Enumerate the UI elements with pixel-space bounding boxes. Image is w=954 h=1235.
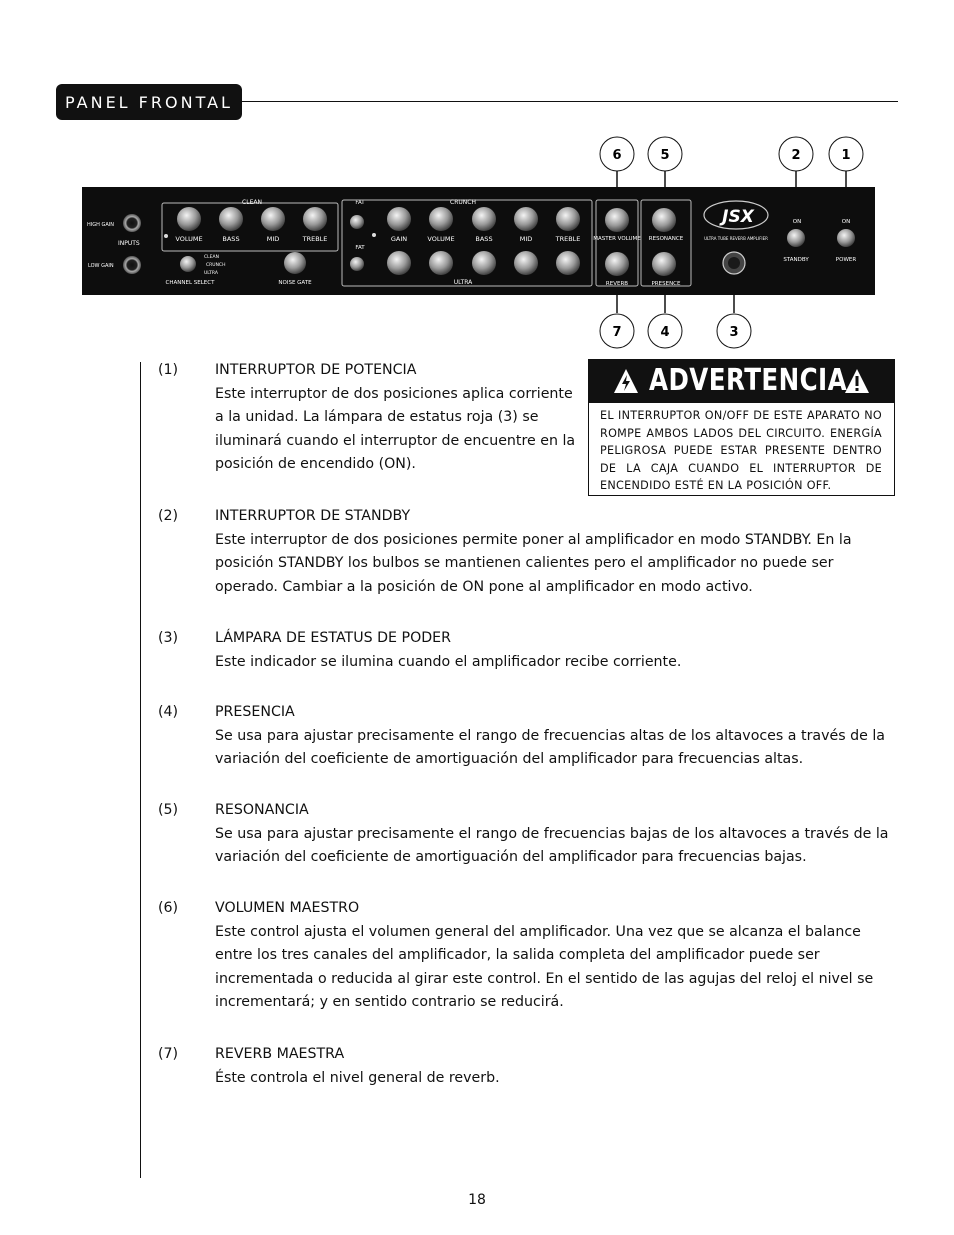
clean-bass-label: BASS bbox=[222, 235, 240, 243]
item-text: Se usa para ajustar precisamente el rango de frecuencias bajas de los altavoces a través de la variación del coeficiente de amortiguación del amplificador para frecuencias bajas. bbox=[215, 825, 889, 865]
logo-subtitle: ULTRA TUBE REVERB AMPLIFIER bbox=[704, 236, 768, 241]
inputs-label: INPUTS bbox=[118, 240, 140, 247]
standby-switch[interactable] bbox=[787, 229, 805, 247]
warning-title: ADVERTENCIA bbox=[649, 363, 848, 398]
item-text: Éste controla el nivel general de reverb. bbox=[215, 1069, 500, 1086]
select-crunch-label: CRUNCH bbox=[206, 263, 226, 268]
reverb-knob[interactable] bbox=[605, 252, 629, 276]
ultra-label: ULTRA bbox=[453, 279, 473, 286]
item-heading: INTERRUPTOR DE POTENCIA bbox=[215, 362, 417, 378]
item-number: (2) bbox=[158, 508, 179, 524]
high-gain-jack[interactable] bbox=[123, 214, 141, 232]
ultra-volume-knob[interactable] bbox=[429, 251, 453, 275]
callout-4-label: 4 bbox=[660, 325, 670, 340]
crunch-bass-label: BASS bbox=[475, 235, 493, 243]
channel-select-label: CHANNEL SELECT bbox=[165, 280, 215, 286]
reverb-label: REVERB bbox=[605, 281, 629, 287]
crunch-mid-label: MID bbox=[519, 235, 533, 243]
item-text: Este control ajusta el volumen general del amplificador. Una vez que se alcanza el balance entre los tres canales del amplificador, la salida completa del amplificador puede ser incrementada o reducida al girar este control. En el sentido de las agujas del reloj el nivel se incrementará; y en sentido contrario se reducirá. bbox=[215, 923, 874, 1010]
channel-select-switch[interactable] bbox=[180, 256, 196, 272]
low-gain-jack[interactable] bbox=[123, 256, 141, 274]
exclamation-warning-icon bbox=[844, 368, 870, 394]
crunch-treble-knob[interactable] bbox=[556, 207, 580, 231]
item-power-lamp bbox=[158, 627, 898, 674]
jsx-logo-text: JSX bbox=[722, 207, 754, 227]
item-text: Se usa para ajustar precisamente el rango de frecuencias altas de los altavoces a través de la variación del coeficiente de amortiguación del amplificador para frecuencias altas. bbox=[215, 727, 886, 767]
presence-label: PRESENCE bbox=[651, 281, 681, 287]
crunch-mid-knob[interactable] bbox=[514, 207, 538, 231]
clean-label: CLEAN bbox=[242, 199, 262, 206]
callout-6-label: 6 bbox=[612, 148, 622, 163]
power-label: POWER bbox=[835, 257, 857, 263]
callout-7 bbox=[600, 288, 634, 348]
noise-gate-label: NOISE GATE bbox=[278, 280, 312, 286]
crunch-volume-knob[interactable] bbox=[429, 207, 453, 231]
front-panel-diagram bbox=[0, 130, 954, 350]
master-volume-label: MASTER VOLUME bbox=[593, 236, 641, 242]
item-heading: PRESENCIA bbox=[215, 704, 295, 720]
item-standby-switch bbox=[158, 505, 898, 599]
fat-bottom-label: FAT bbox=[355, 245, 365, 251]
callout-3-label: 3 bbox=[729, 325, 739, 340]
item-presence bbox=[158, 701, 898, 772]
standby-on-label: ON bbox=[792, 219, 802, 225]
item-number: (1) bbox=[158, 362, 179, 378]
select-clean-label: CLEAN bbox=[204, 255, 219, 260]
ultra-treble-knob[interactable] bbox=[556, 251, 580, 275]
crunch-treble-label: TREBLE bbox=[555, 235, 581, 243]
clean-volume-label: VOLUME bbox=[175, 235, 203, 243]
item-heading: INTERRUPTOR DE STANDBY bbox=[215, 508, 411, 524]
ultra-mid-knob[interactable] bbox=[514, 251, 538, 275]
crunch-bass-knob[interactable] bbox=[472, 207, 496, 231]
item-heading: RESONANCIA bbox=[215, 802, 309, 818]
fat-top-label: FAT bbox=[355, 200, 365, 206]
item-heading: VOLUMEN MAESTRO bbox=[215, 900, 360, 916]
item-number: (6) bbox=[158, 900, 179, 916]
item-master-reverb bbox=[158, 1043, 898, 1090]
power-switch[interactable] bbox=[837, 229, 855, 247]
fat-led bbox=[372, 233, 376, 237]
clean-treble-label: TREBLE bbox=[302, 235, 328, 243]
low-gain-label: LOW GAIN bbox=[88, 263, 114, 269]
callout-2-label: 2 bbox=[791, 148, 801, 163]
clean-mid-knob[interactable] bbox=[261, 207, 285, 231]
section-title: PANEL FRONTAL bbox=[65, 92, 233, 112]
select-ultra-label: ULTRA bbox=[204, 271, 218, 276]
high-gain-label: HIGH GAIN bbox=[87, 222, 114, 228]
crunch-gain-knob[interactable] bbox=[387, 207, 411, 231]
item-heading: LÁMPARA DE ESTATUS DE PODER bbox=[215, 630, 451, 646]
power-lamp-lens bbox=[728, 257, 740, 269]
callout-1-label: 1 bbox=[841, 148, 851, 163]
fat-switch-top[interactable] bbox=[350, 215, 364, 229]
noise-gate-knob[interactable] bbox=[284, 252, 306, 274]
item-number: (4) bbox=[158, 704, 179, 720]
callout-4 bbox=[648, 288, 682, 348]
item-number: (3) bbox=[158, 630, 179, 646]
crunch-label: CRUNCH bbox=[450, 199, 476, 206]
item-master-volume bbox=[158, 897, 898, 1015]
resonance-knob[interactable] bbox=[652, 208, 676, 232]
item-text: Este indicador se ilumina cuando el amplificador recibe corriente. bbox=[215, 653, 682, 670]
warning-box bbox=[588, 359, 895, 496]
clean-bass-knob[interactable] bbox=[219, 207, 243, 231]
crunch-volume-label: VOLUME bbox=[427, 235, 455, 243]
ultra-bass-knob[interactable] bbox=[472, 251, 496, 275]
item-text: Este interruptor de dos posiciones permite poner al amplificador en modo STANDBY. En la posición STANDBY los bulbos se mantienen calientes pero el amplificador no puede ser operado. Cambiar a la posición de ON pone al amplificador en modo activo. bbox=[215, 531, 852, 595]
item-number: (5) bbox=[158, 802, 179, 818]
callout-5-label: 5 bbox=[660, 148, 670, 163]
item-power-switch bbox=[158, 359, 578, 477]
callout-7-label: 7 bbox=[612, 325, 622, 340]
warning-text: EL INTERRUPTOR ON/OFF DE ESTE APARATO NO ROMPE AMBOS LADOS DEL CIRCUITO. ENERGÍA PELIGROSA PUEDE ESTAR PRESENTE DENTRO DE LA CAJA CUANDO EL INTERRUPTOR DE ENCENDIDO ESTÉ EN LA POSICIÓN OFF. bbox=[600, 409, 882, 492]
warning-header bbox=[589, 360, 894, 403]
item-number: (7) bbox=[158, 1046, 179, 1062]
resonance-label: RESONANCE bbox=[648, 236, 684, 242]
clean-led bbox=[164, 234, 168, 238]
fat-switch-bottom[interactable] bbox=[350, 257, 364, 271]
presence-knob[interactable] bbox=[652, 252, 676, 276]
ultra-gain-knob[interactable] bbox=[387, 251, 411, 275]
left-margin-rule bbox=[140, 362, 141, 1178]
section-rule bbox=[242, 101, 898, 102]
master-volume-knob[interactable] bbox=[605, 208, 629, 232]
item-text: Este interruptor de dos posiciones aplica corriente a la unidad. La lámpara de estatus roja (3) se iluminará cuando el interruptor de encuentre en la posición de encendido (ON). bbox=[215, 385, 576, 472]
clean-volume-knob[interactable] bbox=[177, 207, 201, 231]
item-heading: REVERB MAESTRA bbox=[215, 1046, 345, 1062]
clean-mid-label: MID bbox=[266, 235, 280, 243]
item-resonance bbox=[158, 799, 898, 870]
standby-label: STANDBY bbox=[783, 257, 809, 263]
crunch-gain-label: GAIN bbox=[390, 235, 408, 243]
page-number: 18 bbox=[468, 1192, 486, 1208]
section-title-tab bbox=[56, 84, 242, 120]
power-on-label: ON bbox=[841, 219, 851, 225]
electric-shock-warning-icon bbox=[613, 368, 639, 394]
clean-treble-knob[interactable] bbox=[303, 207, 327, 231]
